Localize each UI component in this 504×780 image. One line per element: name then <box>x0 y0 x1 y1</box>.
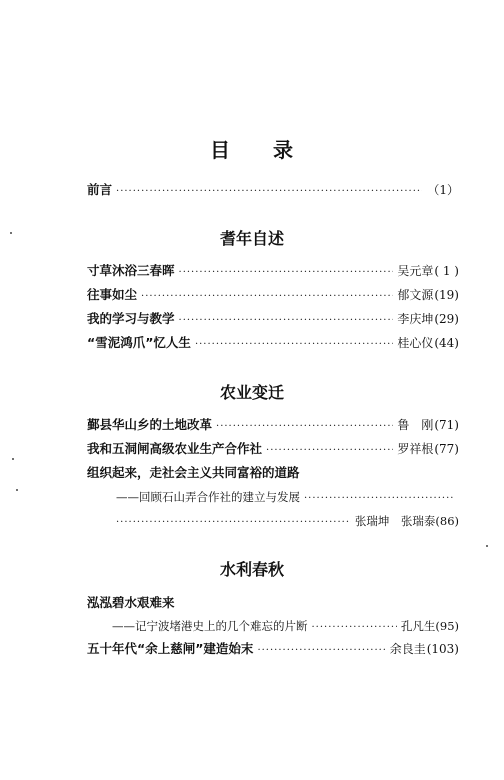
toc-entry[interactable] <box>87 593 459 613</box>
entry-page: (29) <box>434 312 459 326</box>
entry-page: (71) <box>434 418 459 432</box>
entry-title: 组织起来，走社会主义共同富裕的道路 <box>87 465 300 480</box>
entry-page: (44) <box>434 336 459 350</box>
dot-leader <box>179 263 394 283</box>
entry-page: (19) <box>434 288 459 302</box>
entry-subtitle: ——记宁波堵港史上的几个难忘的片断 <box>112 619 308 633</box>
page-title <box>0 134 504 163</box>
section-heading-memoirs: 耆年自述 <box>219 229 284 248</box>
toc-entry-preface[interactable] <box>87 180 459 200</box>
dot-leader <box>266 441 393 461</box>
entry-title: 我和五洞闸高级农业生产合作社 <box>87 441 263 456</box>
dot-leader <box>141 287 393 307</box>
entry-title: 我的学习与教学 <box>87 311 175 326</box>
toc-entry[interactable] <box>87 415 459 435</box>
entry-page: (95) <box>435 619 459 633</box>
scan-speck <box>486 545 488 547</box>
dot-leader <box>257 641 385 661</box>
toc-entry[interactable] <box>87 639 459 659</box>
entry-title: 前言 <box>87 182 113 197</box>
toc-entry[interactable] <box>87 463 459 483</box>
section-heading-agriculture: 农业变迁 <box>219 383 284 402</box>
entry-title: 鄞县华山乡的土地改革 <box>87 417 213 432</box>
scan-speck <box>10 232 12 234</box>
entry-page: (77) <box>434 442 459 456</box>
entry-author: 桂心仪 <box>397 336 434 350</box>
entry-author: 李庆坤 <box>397 312 434 326</box>
section-heading-water-conservancy: 水利春秋 <box>219 560 284 579</box>
scan-speck <box>16 489 18 491</box>
entry-author: 郁文源 <box>397 288 434 302</box>
entry-title: 五十年代“余上慈闸”建造始末 <box>87 641 254 656</box>
toc-entry[interactable] <box>87 439 459 459</box>
entry-page: (86) <box>435 514 459 528</box>
dot-leader <box>216 417 393 437</box>
toc-entry-continued[interactable] <box>116 511 459 531</box>
entry-subtitle: ——回顾石山弄合作社的建立与发展 <box>116 490 300 504</box>
toc-subtitle <box>116 487 459 507</box>
toc-entry[interactable] <box>87 309 459 329</box>
entry-author: 鲁 刚 <box>397 418 434 432</box>
entry-author: 罗祥根 <box>397 442 434 456</box>
entry-title: 寸草沐浴三春晖 <box>87 263 175 278</box>
dot-leader <box>312 618 397 638</box>
title-char-2: 录 <box>273 138 294 162</box>
entry-page: （1） <box>427 183 459 197</box>
toc-entry[interactable] <box>87 285 459 305</box>
toc-entry-subtitle[interactable] <box>112 616 459 636</box>
entry-author: 余良圭 <box>389 642 426 656</box>
entry-author: 张瑞坤 张瑞泰 <box>354 514 436 528</box>
dot-leader <box>304 489 455 509</box>
dot-leader <box>116 513 351 533</box>
toc-entry[interactable] <box>87 333 459 353</box>
entry-author: 吴元章 <box>397 264 434 278</box>
entry-page: ( 1 ) <box>434 264 459 278</box>
toc-entry[interactable] <box>87 261 459 281</box>
dot-leader <box>195 335 393 355</box>
dot-leader <box>179 311 394 331</box>
entry-title: 泓泓碧水艰难来 <box>87 595 175 610</box>
dot-leader <box>116 182 422 202</box>
entry-title: “雪泥鸿爪”忆人生 <box>87 335 191 350</box>
entry-author: 孔凡生 <box>400 619 436 633</box>
entry-page: (103) <box>426 642 459 656</box>
title-char-1: 目 <box>210 138 231 162</box>
scan-speck <box>12 458 14 460</box>
entry-title: 往事如尘 <box>87 287 138 302</box>
